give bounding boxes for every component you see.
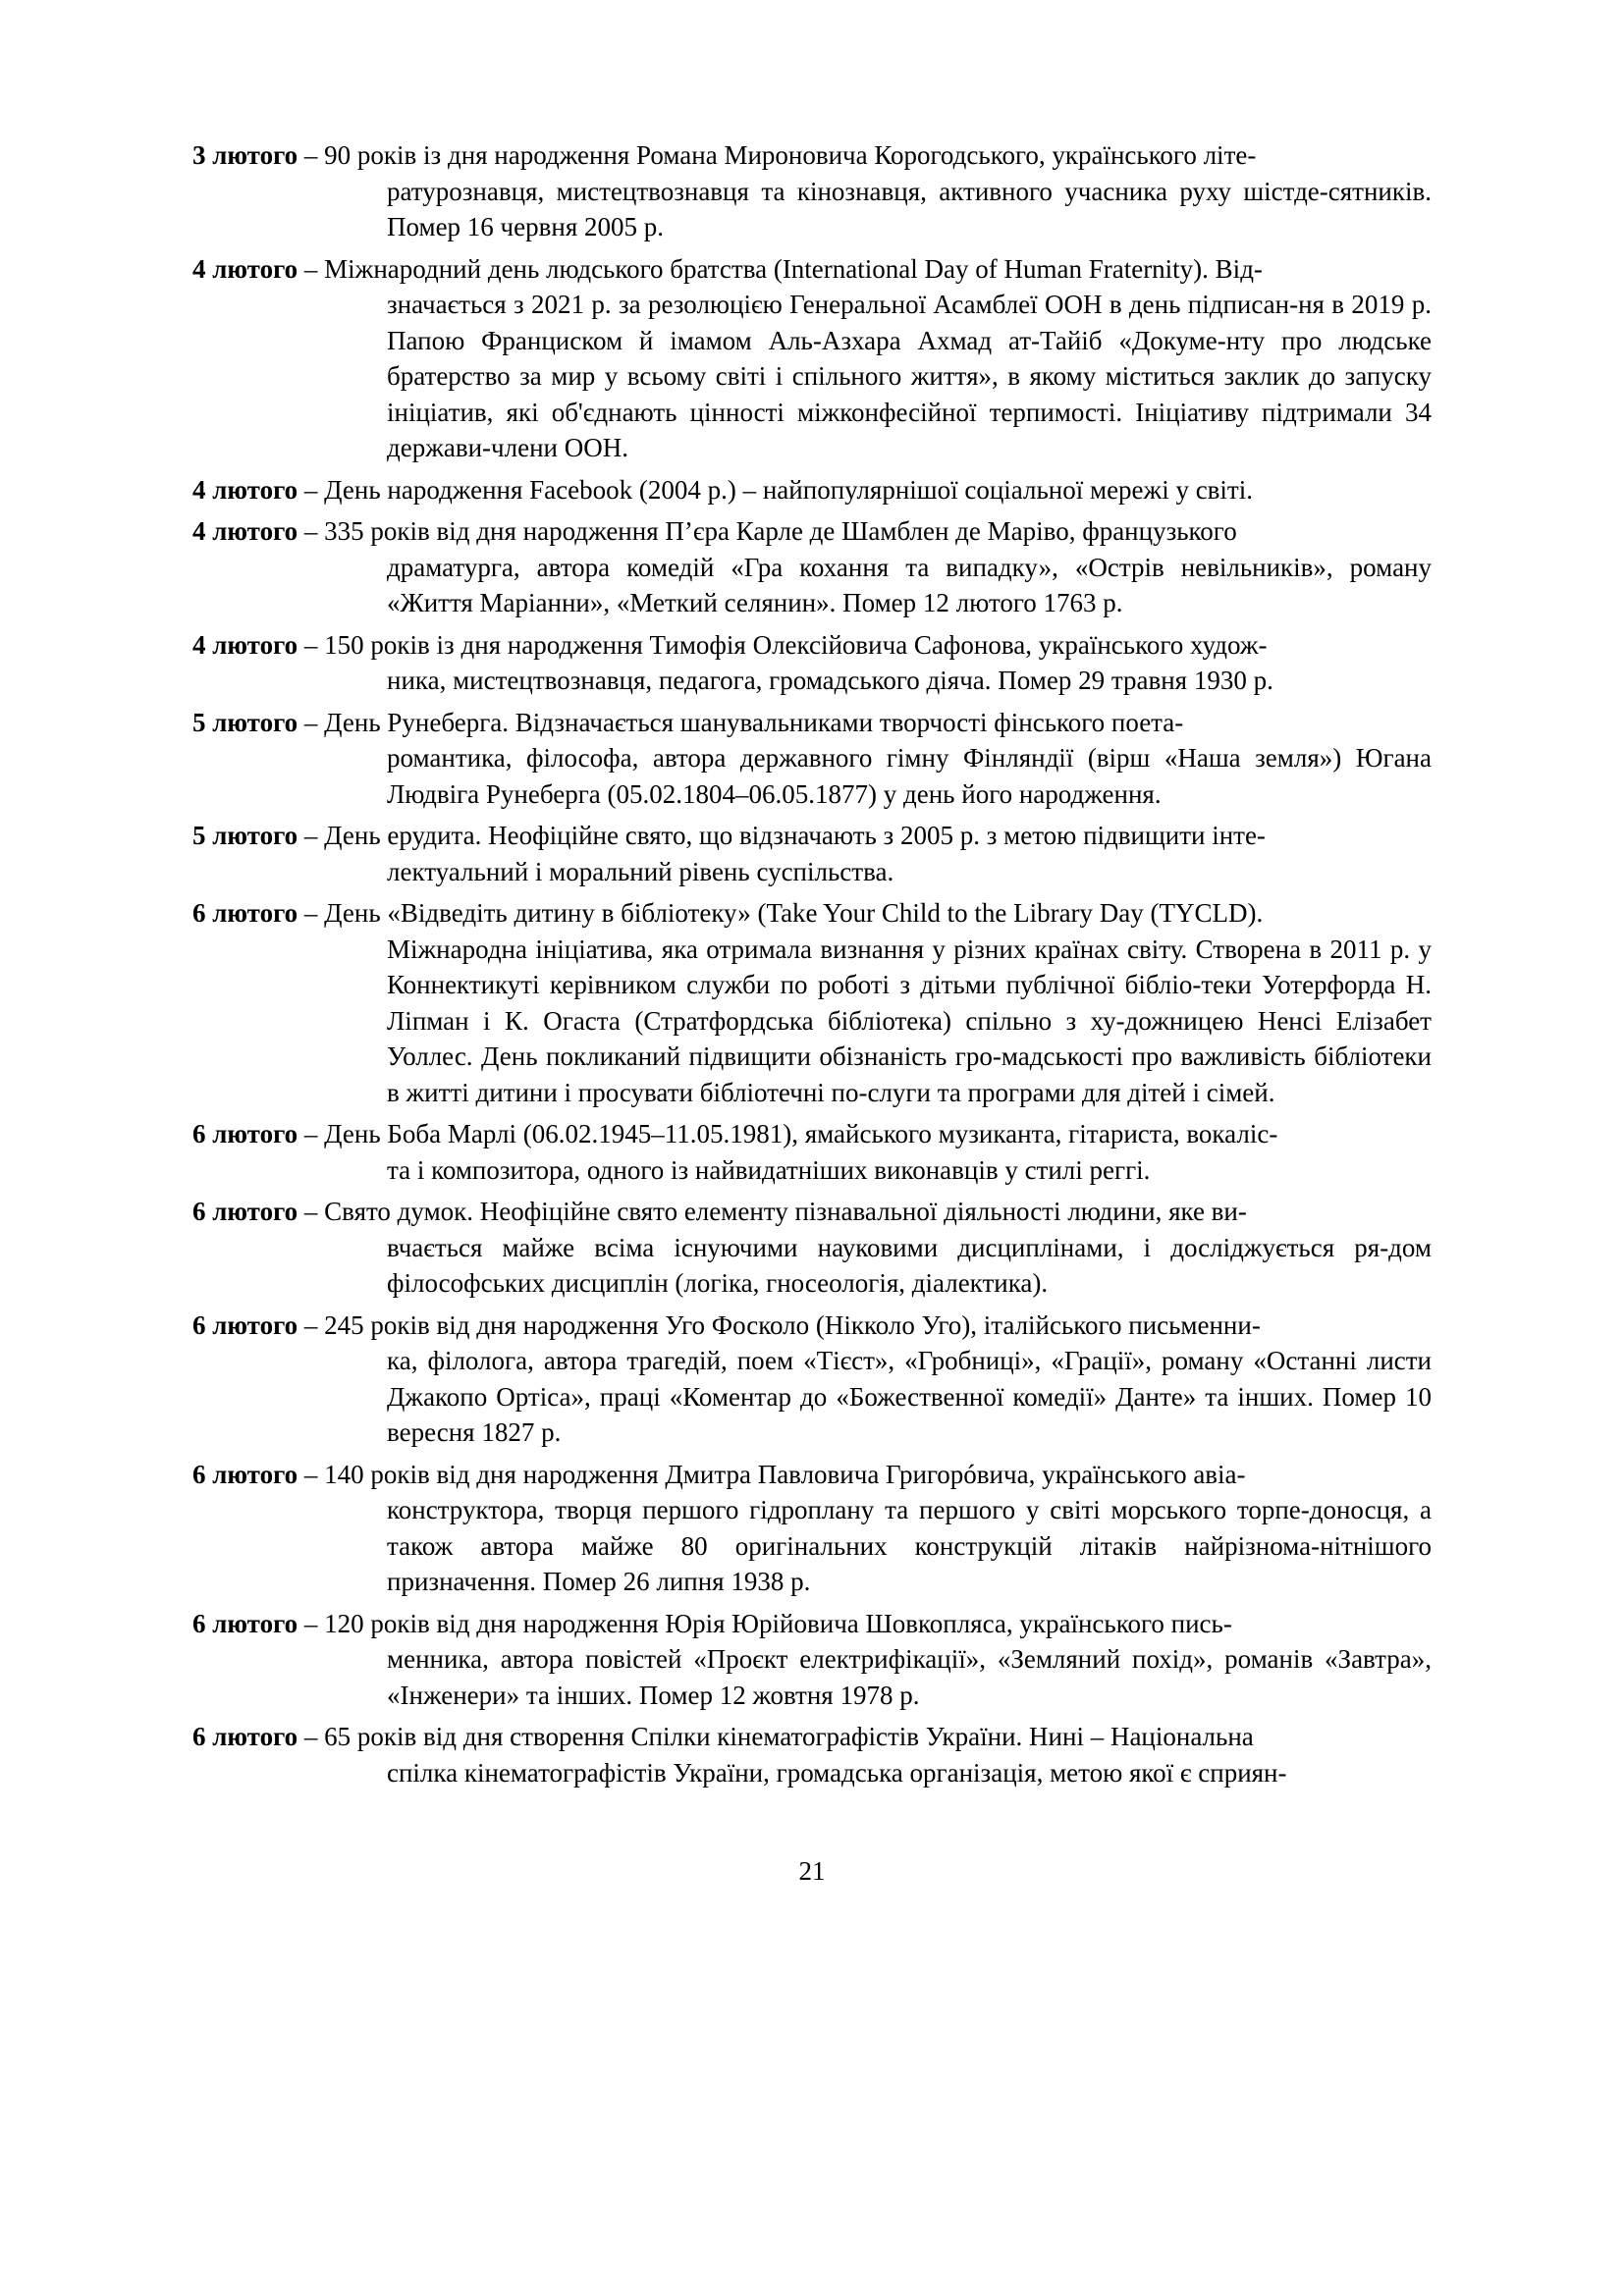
calendar-entry <box>192 1457 1432 1600</box>
entry-text-continuation: спілка кінематографістів України, громадська організація, метою якої є сприян- <box>387 1757 1287 1788</box>
entry-text-continuation: ника, мистецтвознавця, педагога, громадського діяча. Помер 29 травня 1930 р. <box>387 666 1273 695</box>
entry-date: 5 лютого <box>192 707 298 737</box>
entry-date: 6 лютого <box>192 1309 298 1340</box>
entry-text-continuation: менника, автора повістей «Проєкт електрифікації», «Земляний похід», романів «Завтра», «Інженери» та інших. Помер 12 жовтня 1978 р. <box>387 1644 1432 1710</box>
calendar-entry <box>192 251 1432 466</box>
entry-date: 6 лютого <box>192 1197 298 1226</box>
entry-text-first-line: – 65 років від дня створення Спілки кінематографістів України. Нині – Національна <box>298 1722 1254 1751</box>
calendar-entry <box>192 472 1432 508</box>
entry-text-continuation: Міжнародна ініціатива, яка отримала визнання у різних країнах світу. Створена в 2011 р. у Коннектикуті керівником служби по роботі з дітьми публічної бібліо-теки Уотерфорда Н. Ліпман і К. Огаста (Стратфордська бібліотека) спільно з ху-дожницею Ненсі Елізабет Уоллес. День покликаний підвищити обізнаність гро-мадськості про важливість бібліотеки в житті дитини і просувати бібліотечні по-слуги та програми для дітей і сімей. <box>387 934 1432 1107</box>
page-number: 21 <box>798 1856 826 1886</box>
calendar-entry <box>192 1116 1432 1188</box>
calendar-entry <box>192 137 1432 245</box>
calendar-entries <box>192 137 1432 1796</box>
entry-text-first-line: – День народження Facebook (2004 р.) – найпопулярнішої соціальної мережі у світі. <box>298 474 1253 505</box>
entry-date: 4 лютого <box>192 253 298 284</box>
entry-date: 6 лютого <box>192 1608 298 1638</box>
calendar-entry <box>192 1194 1432 1302</box>
entry-text-first-line: – День Боба Марлі (06.02.1945–11.05.1981), ямайського музиканта, гітариста, вокаліс- <box>298 1119 1278 1148</box>
calendar-entry <box>192 1308 1432 1451</box>
entry-text-first-line: – Міжнародний день людського братства (International Day of Human Fraternity). Від- <box>298 253 1263 284</box>
entry-text-first-line: – 90 років із дня народження Романа Мироновича Корогодського, українського літе- <box>298 140 1257 170</box>
calendar-entry <box>192 1719 1432 1790</box>
entry-date: 3 лютого <box>192 140 298 170</box>
entry-text-continuation: та і композитора, одного із найвидатніших виконавців у стилі реггі. <box>387 1154 1151 1185</box>
entry-text-first-line: – 245 років від дня народження Уго Фосколо (Нікколо Уго), італійського письменни- <box>298 1309 1261 1340</box>
entry-text-continuation: драматурга, автора комедій «Гра кохання та випадку», «Острів невільників», роману «Життя Маріанни», «Меткий селянин». Помер 12 лютого 1763 р. <box>387 552 1432 617</box>
calendar-entry <box>192 513 1432 621</box>
entry-text-first-line: – День «Відведіть дитину в бібліотеку» (Take Your Child to the Library Day (TYCLD). <box>298 898 1264 928</box>
entry-text-continuation: ратурознавця, мистецтвознавця та кінознавця, активного учасника руху шістде-сятників. Помер 16 червня 2005 р. <box>387 176 1432 241</box>
entry-text-first-line: – 335 років від дня народження П’єра Карле де Шамблен де Маріво, французького <box>298 516 1237 546</box>
calendar-entry <box>192 1606 1432 1714</box>
entry-text-first-line: – 150 років із дня народження Тимофія Олексійовича Сафонова, українського худож- <box>298 629 1268 660</box>
entry-text-first-line: – День Рунеберга. Відзначається шанувальниками творчості фінського поета- <box>298 707 1184 737</box>
entry-date: 6 лютого <box>192 1722 298 1751</box>
entry-text-first-line: – День ерудита. Неофіційне свято, що відзначають з 2005 р. з метою підвищити інте- <box>298 821 1266 850</box>
entry-date: 4 лютого <box>192 516 298 546</box>
entry-date: 4 лютого <box>192 474 298 505</box>
entry-text-continuation: вчається майже всіма існуючими науковими дисциплінами, і досліджується ря-дом філософських дисциплін (логіка, гносеологія, діалектика). <box>387 1232 1432 1298</box>
entry-text-continuation: конструктора, творця першого гідроплану та першого у світі морського торпе-доносця, а також автора майже 80 оригінальних конструкцій літаків найрізнома-нітнішого призначення. Помер 26 липня 1938 р. <box>387 1495 1432 1596</box>
calendar-entry <box>192 818 1432 889</box>
entry-date: 6 лютого <box>192 1459 298 1489</box>
entry-text-first-line: – Свято думок. Неофіційне свято елементу пізнавальної діяльності людини, яке ви- <box>298 1197 1247 1226</box>
entry-date: 4 лютого <box>192 629 298 660</box>
entry-date: 5 лютого <box>192 821 298 850</box>
entry-date: 6 лютого <box>192 898 298 928</box>
entry-text-continuation: лектуальний і моральний рівень суспільства. <box>387 856 894 886</box>
entry-text-continuation: ка, філолога, автора трагедій, поем «Тієст», «Гробниці», «Грації», роману «Останні листи Джакопо Ортіса», праці «Коментар до «Божественної комедії» Данте» та інших. Помер 10 вересня 1827 р. <box>387 1346 1432 1447</box>
entry-text-first-line: – 140 років від дня народження Дмитра Павловича Григорóвича, українського авіа- <box>298 1459 1246 1489</box>
calendar-entry <box>192 895 1432 1110</box>
calendar-entry <box>192 705 1432 813</box>
entry-text-continuation: значається з 2021 р. за резолюцією Генеральної Асамблеї ООН в день підписан-ня в 2019 р. Папою Франциском й імамом Аль-Азхара Ахмад ат-Тайіб «Докуме-нту про людське братерство за мир у всьому світі і спільного життя», в якому міститься заклик до запуску ініціатив, які об'єднають цінності міжконфесійної терпимості. Ініціативу підтримали 34 держави-члени ООН. <box>387 290 1432 462</box>
entry-text-continuation: романтика, філософа, автора державного гімну Фінляндії (вірш «Наша земля») Югана Людвіга Рунеберга (05.02.1804–06.05.1877) у день його народження. <box>387 743 1432 809</box>
entry-date: 6 лютого <box>192 1119 298 1148</box>
calendar-entry <box>192 627 1432 699</box>
entry-text-first-line: – 120 років від дня народження Юрія Юрійовича Шовкопляса, українського пись- <box>298 1608 1232 1638</box>
